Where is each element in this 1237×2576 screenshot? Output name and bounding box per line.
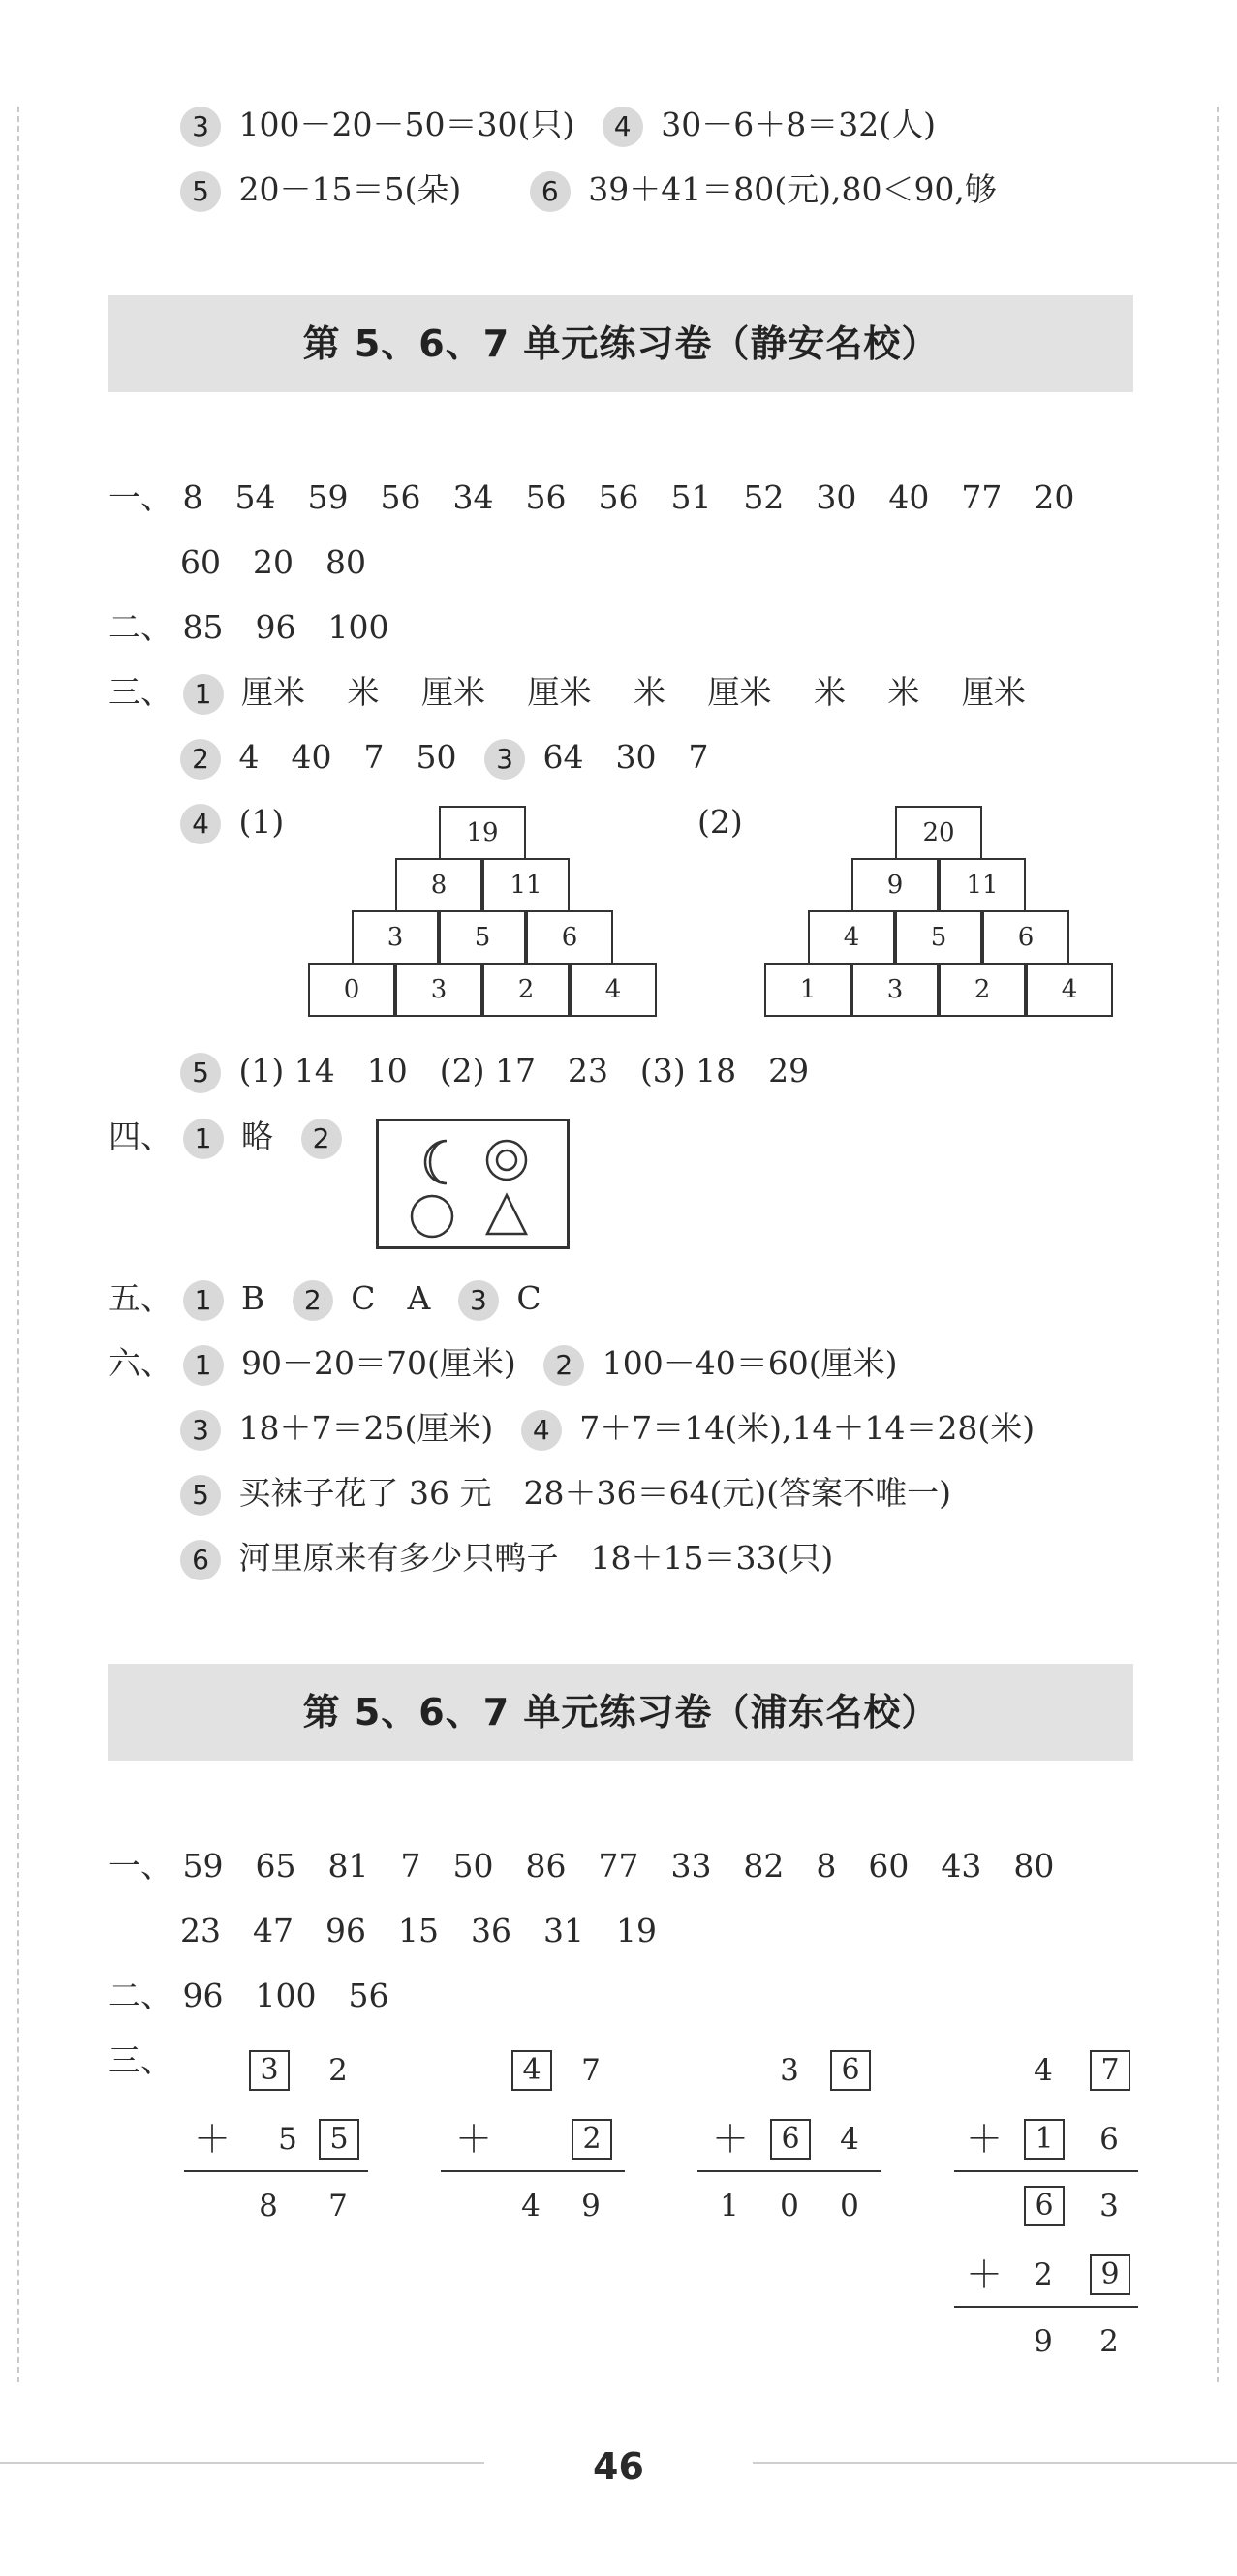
answer-text: (1) 14 10 (2) 17 23 (3) 18 29 xyxy=(238,1052,810,1089)
s2-q2-line xyxy=(108,1973,388,2019)
answer-text: 4 40 7 50 xyxy=(238,738,457,776)
pyramid-cell: 1 xyxy=(764,963,851,1017)
digit-box: 6 xyxy=(1024,2186,1065,2226)
answer-text: 90－20＝70(厘米) xyxy=(241,1344,516,1382)
answer-text: 85 96 100 xyxy=(182,608,389,646)
digit: 2 xyxy=(1099,2324,1119,2359)
digit: 5 xyxy=(278,2122,297,2157)
pyramid-cell: 20 xyxy=(895,806,982,860)
pyramid-cell: 19 xyxy=(439,806,526,860)
pyramid-cell: 11 xyxy=(939,858,1026,912)
number-badge: 2 xyxy=(293,1280,333,1321)
number-badge: 4 xyxy=(603,107,643,147)
pyramid-cell: 6 xyxy=(526,910,613,965)
number-badge: 3 xyxy=(484,739,525,780)
answer-text: 河里原来有多少只鸭子 18＋15＝33(只) xyxy=(238,1539,834,1577)
plus-sign: ＋ xyxy=(966,2118,1004,2161)
number-badge: 6 xyxy=(530,171,571,212)
digit-box: 6 xyxy=(770,2119,811,2160)
q3-row-5 xyxy=(180,1048,809,1094)
sub-label: (1) xyxy=(238,803,285,841)
pyramid-cell: 2 xyxy=(482,963,570,1017)
answer-text: B xyxy=(241,1279,265,1317)
q1-line-2: 60 20 80 xyxy=(180,543,366,581)
sub-label-2: (2) xyxy=(697,803,743,841)
digit-box: 3 xyxy=(249,2050,290,2091)
digit: 9 xyxy=(581,2189,601,2223)
digit: 9 xyxy=(1034,2324,1053,2359)
pyramid-cell: 8 xyxy=(395,858,482,912)
pyramid-cell: 9 xyxy=(851,858,939,912)
answer-text: 20－15＝5(朵) xyxy=(238,170,462,208)
digit: 4 xyxy=(1034,2053,1053,2088)
s2-q3-prefix: 三、 xyxy=(108,2041,172,2079)
digit: 3 xyxy=(1099,2189,1119,2223)
number-badge: 3 xyxy=(458,1280,499,1321)
digit-box: 6 xyxy=(830,2050,871,2091)
plus-sign: ＋ xyxy=(455,2118,493,2161)
number-badge: 5 xyxy=(180,1053,221,1093)
shapes-drawing xyxy=(379,1121,567,1246)
pyramid-cell: 2 xyxy=(939,963,1026,1017)
double-circle-icon xyxy=(487,1141,526,1180)
number-badge: 2 xyxy=(543,1345,584,1386)
digit: 7 xyxy=(328,2189,348,2223)
question-prefix: 一、 xyxy=(108,1847,172,1885)
q6-row-2 xyxy=(180,1405,1035,1452)
sum-line xyxy=(697,2170,881,2172)
plus-sign: ＋ xyxy=(712,2118,750,2161)
pyramid-cell: 11 xyxy=(482,858,570,912)
plus-sign: ＋ xyxy=(966,2254,1004,2296)
question-prefix: 二、 xyxy=(108,608,172,646)
plus-sign: ＋ xyxy=(194,2118,232,2161)
digit: 0 xyxy=(840,2189,859,2223)
section-title-pudong: 第 5、6、7 单元练习卷（浦东名校） xyxy=(108,1664,1133,1761)
triangle-icon xyxy=(487,1195,526,1234)
question-prefix: 二、 xyxy=(108,1977,172,2014)
number-badge: 2 xyxy=(180,739,221,780)
answer-text: 100－20－50＝30(只) xyxy=(238,106,575,143)
q3-row-2 xyxy=(180,734,708,781)
number-badge: 3 xyxy=(180,1410,221,1451)
sum-line xyxy=(954,2306,1138,2308)
answer-text: 39＋41＝80(元),80＜90,够 xyxy=(588,170,997,208)
number-badge: 5 xyxy=(180,1475,221,1516)
q5-row xyxy=(108,1275,541,1322)
digit: 1 xyxy=(720,2189,739,2223)
pyramid-cell: 4 xyxy=(1026,963,1113,1017)
number-badge: 4 xyxy=(521,1410,562,1451)
q6-row-4 xyxy=(180,1535,833,1581)
answer-text: 59 65 81 7 50 86 77 33 82 8 60 43 80 xyxy=(182,1847,1055,1885)
digit: 6 xyxy=(1099,2122,1119,2157)
digit: 2 xyxy=(1034,2257,1053,2292)
answer-text: C A xyxy=(351,1279,431,1317)
q6-row-1 xyxy=(108,1340,897,1387)
sum-line xyxy=(184,2170,368,2172)
question-prefix: 一、 xyxy=(108,478,172,516)
pyramid-cell: 4 xyxy=(808,910,895,965)
number-badge: 1 xyxy=(183,1345,224,1386)
pyramid-cell: 3 xyxy=(395,963,482,1017)
pyramid-cell: 0 xyxy=(308,963,395,1017)
sum-line xyxy=(441,2170,625,2172)
s2-q1-line-2: 23 47 96 15 36 31 19 xyxy=(180,1912,657,1949)
answer-text: 略 xyxy=(241,1118,273,1155)
left-dashed-border xyxy=(17,107,19,2382)
pyramid-cell: 3 xyxy=(352,910,439,965)
digit: 4 xyxy=(521,2189,541,2223)
number-badge: 6 xyxy=(180,1540,221,1580)
question-prefix: 六、 xyxy=(108,1344,172,1382)
digit-box: 7 xyxy=(1090,2050,1130,2091)
top-row-1 xyxy=(180,102,936,148)
pyramid-cell: 5 xyxy=(895,910,982,965)
digit-box: 9 xyxy=(1090,2254,1130,2295)
circle-icon xyxy=(412,1196,452,1237)
pyramid-cell: 3 xyxy=(851,963,939,1017)
question-prefix: 三、 xyxy=(108,673,172,711)
digit-box: 4 xyxy=(511,2050,552,2091)
answer-text: 7＋7＝14(米),14＋14＝28(米) xyxy=(579,1409,1036,1447)
answer-text: 18＋7＝25(厘米) xyxy=(238,1409,494,1447)
answer-text: 30－6＋8＝32(人) xyxy=(661,106,936,143)
answer-text: 8 54 59 56 34 56 56 51 52 30 40 77 20 xyxy=(182,478,1075,516)
answer-text: 96 100 56 xyxy=(182,1977,389,2014)
pyramid-cell: 6 xyxy=(982,910,1069,965)
moon-icon xyxy=(425,1141,447,1183)
q6-row-3 xyxy=(180,1470,951,1517)
s2-q1-line-1 xyxy=(108,1843,1054,1889)
question-prefix: 五、 xyxy=(108,1279,172,1317)
question-prefix: 四、 xyxy=(108,1118,172,1155)
answer-text: 100－40＝60(厘米) xyxy=(602,1344,898,1382)
digit: 3 xyxy=(780,2053,799,2088)
digit: 0 xyxy=(780,2189,799,2223)
q3-row-4-label xyxy=(180,799,284,845)
q2-line xyxy=(108,604,388,651)
number-badge: 1 xyxy=(183,1280,224,1321)
digit: 2 xyxy=(328,2053,348,2088)
number-badge: 5 xyxy=(180,171,221,212)
digit-box: 1 xyxy=(1024,2119,1065,2160)
answer-text: 厘米 米 厘米 厘米 米 厘米 米 米 厘米 xyxy=(241,673,1026,711)
q1-line-1 xyxy=(108,475,1074,521)
digit-box: 5 xyxy=(319,2119,359,2160)
digit-box: 2 xyxy=(572,2119,612,2160)
sum-line xyxy=(954,2170,1138,2172)
digit: 7 xyxy=(581,2053,601,2088)
number-badge: 4 xyxy=(180,804,221,844)
q4-row xyxy=(108,1114,350,1160)
section-title-jingan: 第 5、6、7 单元练习卷（静安名校） xyxy=(108,295,1133,392)
q3-row-1 xyxy=(108,669,1026,716)
number-badge: 3 xyxy=(180,107,221,147)
top-row-2 xyxy=(180,167,997,213)
answer-text: C xyxy=(516,1279,541,1317)
digit: 8 xyxy=(259,2189,278,2223)
number-badge: 1 xyxy=(183,674,224,715)
answer-text: 买袜子花了 36 元 28＋36＝64(元)(答案不唯一) xyxy=(238,1474,951,1512)
pyramid-cell: 5 xyxy=(439,910,526,965)
pyramid-cell: 4 xyxy=(570,963,657,1017)
answer-text: 64 30 7 xyxy=(542,738,709,776)
digit: 4 xyxy=(840,2122,859,2157)
right-dashed-border xyxy=(1217,107,1219,2382)
number-badge: 2 xyxy=(301,1119,342,1159)
number-badge: 1 xyxy=(183,1119,224,1159)
page-number: 46 xyxy=(593,2445,644,2488)
shapes-box xyxy=(376,1119,570,1249)
